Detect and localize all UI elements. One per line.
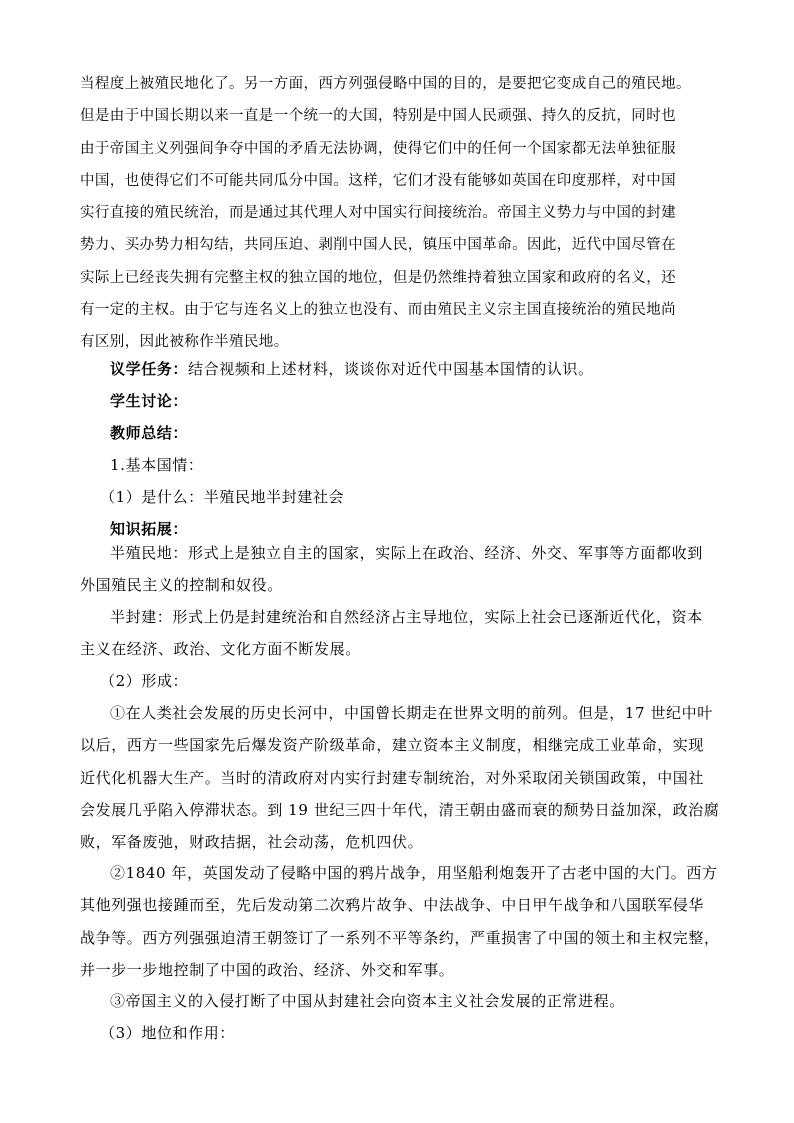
subsection-formation: （2）形成： [100,672,189,690]
formation-point-1 [80,697,720,858]
material-line: 当程度上被殖民地化了。另一方面，西方列强侵略中国的目的，是要把它变成自己的殖民地。 [80,76,691,92]
task-text: 结合视频和上述材料，谈谈你对近代中国基本国情的认识。 [188,360,594,378]
point1-line: 会发展几乎陷入停滞状态。到 19 世纪三四十年代，清王朝由盛而衰的颓势日益加深，政治腐 [80,800,720,819]
semi-feudal-line: 半封建：形式上仍是封建统治和自然经济占主导地位，实际上社会已逐渐近代化，资本 [110,608,703,626]
student-discussion-heading: 学生讨论： [110,392,189,410]
point2-line: 战争等。西方列强强迫清王朝签订了一系列不平等条约，严重损害了中国的领土和主权完整， [80,928,720,947]
semi-feudal-paragraph [80,601,720,666]
task-label: 议学任务： [110,360,189,378]
point1-line: ①在人类社会发展的历史长河中，中国曾长期走在世界文明的前列。但是，17 世纪中叶 [110,704,713,722]
material-line: 有区别，因此被称作半殖民地。 [80,334,289,351]
material-line: 中国，也使得它们不可能共同瓜分中国。这样，它们才没有能够如英国在印度那样，对中国 [80,172,676,189]
point1-line: 近代化机器大生产。当时的清政府对内实行封建专制统治，对外采取闭关锁国政策，中国社 [80,768,705,787]
point1-line: 以后，西方一些国家先后爆发资产阶级革命，建立资本主义制度，相继完成工业革命，实现 [80,736,705,755]
semi-colonial-line: 外国殖民主义的控制和奴役。 [80,576,283,595]
point2-line: 其他列强也接踵而至，先后发动第二次鸦片故争、中法战争、中日甲午战争和八国联军侵华 [80,896,705,915]
point2-line: 并一步一步地控制了中国的政治、经济、外交和军事。 [80,960,455,979]
material-paragraph [80,68,720,359]
point2-line: ②1840 年，英国发动了侵略中国的鸦片战争，用坚船利炮轰开了古老中国的大门。西方 [110,864,718,882]
subsection-what: （1）是什么：半殖民地半封建社会 [100,488,345,506]
material-line: 实际上已经丧失拥有完整主权的独立国的地位，但是仍然维持着独立国家和政府的名义，还 [80,269,676,286]
subsection-status-role: （3）地位和作用： [100,1024,235,1042]
material-line: 实行直接的殖民统治，而是通过其代理人对中国实行间接统治。帝国主义势力与中国的封建 [80,205,676,222]
basic-conditions-heading: 1.基本国情： [110,456,204,474]
formation-point-3: ③帝国主义的入侵打断了中国从封建社会向资本主义社会发展的正常进程。 [110,992,625,1010]
semi-colonial-line: 半殖民地：形式上是独立自主的国家，实际上在政治、经济、外交、军事等方面都收到 [110,544,703,562]
point1-line: 败，军备废弛，财政拮据，社会动荡，危机四伏。 [80,833,424,852]
knowledge-expand-heading: 知识拓展： [110,520,189,538]
semi-colonial-paragraph [80,537,720,602]
material-line: 有一定的主权。由于它与连名义上的独立也没有、而由殖民主义宗主国直接统治的殖民地尚 [80,302,676,319]
task-line [80,353,720,385]
formation-point-2 [80,857,720,986]
material-line: 但是由于中国长期以来一直是一个统一的大国，特别是中国人民顽强、持久的反抗，同时也 [80,108,676,125]
semi-feudal-line: 主义在经济、政治、文化方面不断发展。 [80,640,361,659]
teacher-summary-heading: 教师总结： [110,424,189,442]
material-line: 由于帝国主义列强间争夺中国的矛盾无法协调，使得它们中的任何一个国家都无法单独征服 [80,140,676,157]
material-line: 势力、买办势力相勾结，共同压迫、剥削中国人民，镇压中国革命。因此，近代中国尽管在 [80,237,676,254]
